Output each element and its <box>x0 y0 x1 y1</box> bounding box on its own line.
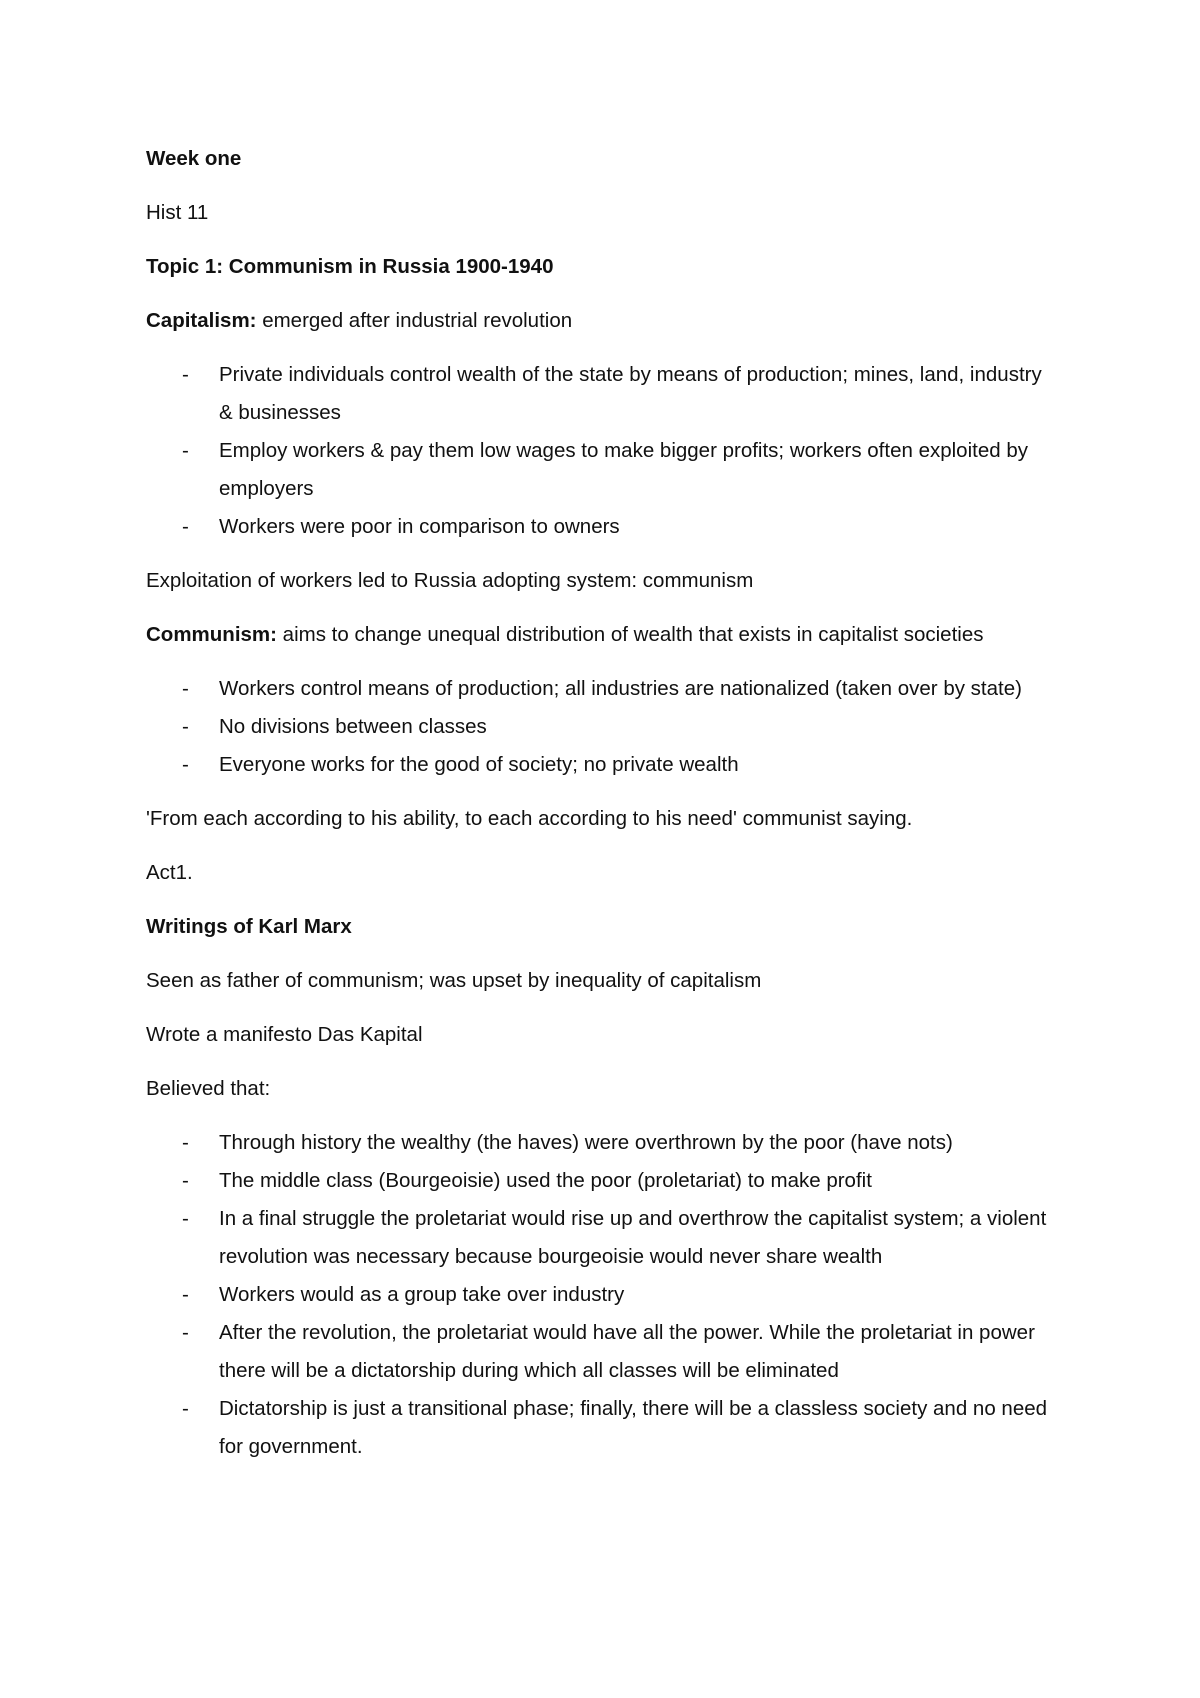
activity-label: Act1. <box>146 861 193 884</box>
list-item-text: Through history the wealthy (the haves) were overthrown by the poor (have nots) <box>219 1131 953 1154</box>
list-item <box>146 1314 1059 1390</box>
dash-bullet: - <box>182 1131 189 1154</box>
dash-bullet: - <box>182 753 189 776</box>
list-item-text: After the revolution, the proletariat would have all the power. While the proletariat in power there will be a dictatorship during which all classes will be eliminated <box>219 1321 1035 1382</box>
capitalism-term: Capitalism: <box>146 309 257 332</box>
list-item-text: Employ workers & pay them low wages to make bigger profits; workers often exploited by employers <box>219 439 1028 500</box>
communist-quote: 'From each according to his ability, to each according to his need' communist saying. <box>146 807 913 830</box>
dash-bullet: - <box>182 1169 189 1192</box>
marx-heading: Writings of Karl Marx <box>146 915 352 938</box>
list-item-text: The middle class (Bourgeoisie) used the poor (proletariat) to make profit <box>219 1169 872 1192</box>
capitalism-points <box>146 356 1100 546</box>
marx-line-manifesto: Wrote a manifesto Das Kapital <box>146 1023 423 1046</box>
communism-definition <box>146 616 1100 654</box>
list-item <box>146 1390 1059 1466</box>
list-item-text: In a final struggle the proletariat would rise up and overthrow the capitalist system; a violent revolution was necessary because bourgeoisie would never share wealth <box>219 1207 1047 1268</box>
marx-points <box>146 1124 1100 1466</box>
list-item-text: Everyone works for the good of society; no private wealth <box>219 753 739 776</box>
list-item-text: No divisions between classes <box>219 715 487 738</box>
capitalism-definition-text: emerged after industrial revolution <box>256 309 573 332</box>
list-item-text: Workers were poor in comparison to owners <box>219 515 620 538</box>
list-item <box>146 746 1059 784</box>
marx-line-believed: Believed that: <box>146 1077 271 1100</box>
list-item <box>146 1276 1059 1314</box>
dash-bullet: - <box>182 715 189 738</box>
capitalism-definition <box>146 302 1100 340</box>
list-item <box>146 1200 1059 1276</box>
list-item-text: Workers would as a group take over industry <box>219 1283 625 1306</box>
dash-bullet: - <box>182 515 189 538</box>
list-item <box>146 508 1059 546</box>
communism-definition-text: aims to change unequal distribution of wealth that exists in capitalist societies <box>276 623 984 646</box>
list-item-text: Workers control means of production; all industries are nationalized (taken over by state) <box>219 677 1022 700</box>
list-item <box>146 708 1059 746</box>
dash-bullet: - <box>182 1207 189 1230</box>
list-item <box>146 432 1059 508</box>
marx-line-father: Seen as father of communism; was upset by inequality of capitalism <box>146 969 762 992</box>
communism-points <box>146 670 1100 784</box>
course-code: Hist 11 <box>146 201 209 224</box>
dash-bullet: - <box>182 363 189 386</box>
transition-line: Exploitation of workers led to Russia adopting system: communism <box>146 569 754 592</box>
dash-bullet: - <box>182 1283 189 1306</box>
dash-bullet: - <box>182 439 189 462</box>
list-item-text: Private individuals control wealth of the state by means of production; mines, land, industry & businesses <box>219 363 1042 424</box>
list-item <box>146 356 1059 432</box>
dash-bullet: - <box>182 677 189 700</box>
list-item <box>146 670 1059 708</box>
list-item-text: Dictatorship is just a transitional phase; finally, there will be a classless society and no need for government. <box>219 1397 1048 1458</box>
communism-term: Communism: <box>146 623 277 646</box>
dash-bullet: - <box>182 1321 189 1344</box>
dash-bullet: - <box>182 1397 189 1420</box>
list-item <box>146 1162 1059 1200</box>
topic-heading: Topic 1: Communism in Russia 1900-1940 <box>146 255 554 278</box>
week-heading: Week one <box>146 147 242 170</box>
list-item <box>146 1124 1059 1162</box>
